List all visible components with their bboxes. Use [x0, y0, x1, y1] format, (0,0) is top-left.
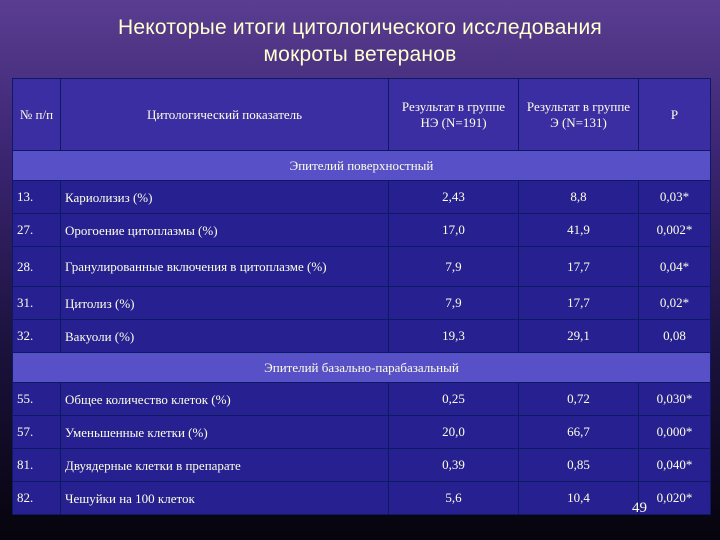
row-value-ne: 7,9	[389, 287, 519, 320]
row-name: Орогоение цитоплазмы (%)	[61, 214, 389, 247]
row-value-ne: 7,9	[389, 247, 519, 287]
table-row	[13, 482, 711, 515]
row-name: Кариолизиз (%)	[61, 181, 389, 214]
table-row	[13, 320, 711, 353]
title-line-1: Некоторые итоги цитологического исследования	[118, 16, 602, 39]
row-number: 13.	[13, 181, 61, 214]
page-number: 49	[632, 500, 647, 516]
row-name: Общее количество клеток (%)	[61, 383, 389, 416]
row-value-e: 0,72	[519, 383, 639, 416]
row-value-ne: 19,3	[389, 320, 519, 353]
row-number: 82.	[13, 482, 61, 515]
row-value-ne: 0,25	[389, 383, 519, 416]
row-number: 31.	[13, 287, 61, 320]
header-name: Цитологический показатель	[61, 79, 389, 151]
row-value-p: 0,000*	[639, 416, 711, 449]
row-value-p: 0,04*	[639, 247, 711, 287]
table-row	[13, 416, 711, 449]
page-title	[0, 14, 720, 68]
row-value-ne: 17,0	[389, 214, 519, 247]
header-p: P	[639, 79, 711, 151]
row-value-e: 17,7	[519, 247, 639, 287]
row-value-ne: 2,43	[389, 181, 519, 214]
section-title: Эпителий поверхностный	[13, 151, 711, 181]
row-value-p: 0,020*	[639, 482, 711, 515]
table-row	[13, 383, 711, 416]
header-ne: Результат в группе НЭ (N=191)	[389, 79, 519, 151]
row-value-e: 29,1	[519, 320, 639, 353]
row-value-p: 0,03*	[639, 181, 711, 214]
row-value-p: 0,002*	[639, 214, 711, 247]
row-number: 55.	[13, 383, 61, 416]
row-name: Гранулированные включения в цитоплазме (%)	[61, 247, 389, 287]
row-value-e: 10,4	[519, 482, 639, 515]
row-value-e: 66,7	[519, 416, 639, 449]
row-number: 81.	[13, 449, 61, 482]
table-row	[13, 214, 711, 247]
section-row-2	[13, 353, 711, 383]
row-name: Цитолиз (%)	[61, 287, 389, 320]
row-value-e: 8,8	[519, 181, 639, 214]
row-number: 27.	[13, 214, 61, 247]
row-value-e: 41,9	[519, 214, 639, 247]
header-e: Результат в группе Э (N=131)	[519, 79, 639, 151]
row-name: Уменьшенные клетки (%)	[61, 416, 389, 449]
table-row	[13, 181, 711, 214]
section-row-1	[13, 151, 711, 181]
row-value-ne: 5,6	[389, 482, 519, 515]
row-number: 28.	[13, 247, 61, 287]
row-name: Двуядерные клетки в препарате	[61, 449, 389, 482]
table-row	[13, 287, 711, 320]
row-value-p: 0,02*	[639, 287, 711, 320]
row-value-e: 0,85	[519, 449, 639, 482]
row-number: 32.	[13, 320, 61, 353]
section-title: Эпителий базально-парабазальный	[13, 353, 711, 383]
row-value-p: 0,08	[639, 320, 711, 353]
table-row	[13, 449, 711, 482]
title-line-2: мокроты ветеранов	[263, 43, 457, 66]
results-table	[12, 78, 711, 515]
row-name: Вакуоли (%)	[61, 320, 389, 353]
row-value-ne: 0,39	[389, 449, 519, 482]
row-name: Чешуйки на 100 клеток	[61, 482, 389, 515]
row-value-e: 17,7	[519, 287, 639, 320]
table-row	[13, 247, 711, 287]
row-value-p: 0,030*	[639, 383, 711, 416]
row-value-p: 0,040*	[639, 449, 711, 482]
row-number: 57.	[13, 416, 61, 449]
header-row	[13, 79, 711, 151]
header-num: № п/п	[13, 79, 61, 151]
row-value-ne: 20,0	[389, 416, 519, 449]
